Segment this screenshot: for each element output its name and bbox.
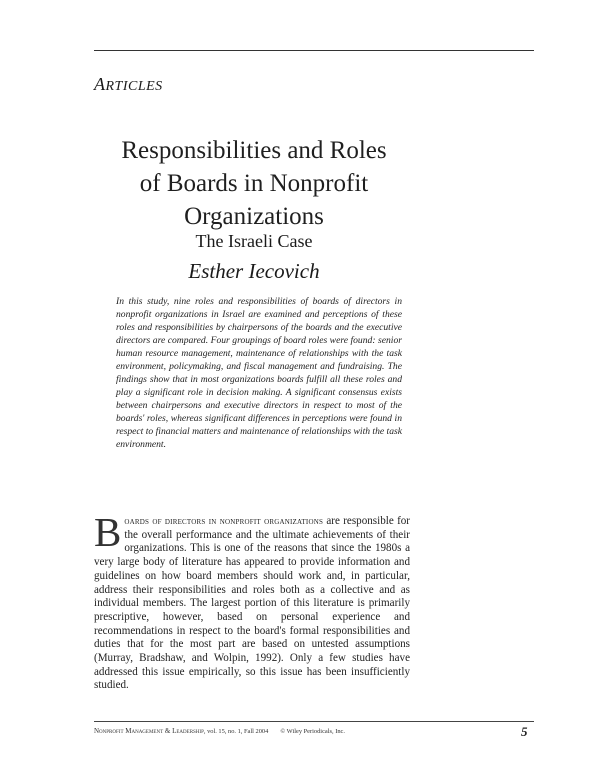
lead-in-smallcaps: oards of directors in nonprofit organizations: [124, 516, 324, 527]
article-title: [94, 134, 414, 233]
citation: , vol. 15, no. 1, Fall 2004: [203, 728, 269, 735]
bottom-rule: [94, 721, 534, 722]
page-number: 5: [521, 724, 528, 739]
article-subtitle: The Israeli Case: [195, 231, 313, 251]
title-line: of Boards in Nonprofit: [139, 170, 369, 197]
section-heading: [94, 74, 163, 97]
copyright: © Wiley Periodicals, Inc.: [280, 728, 345, 735]
abstract: In this study, nine roles and responsibilities of boards of directors in nonprofit organizations in Israel are examined and perceptions of these roles and responsibilities by chairpersons of the boards and the executive directors are compared. Four groupings of board roles were found: senior human resource management, maintenance of relationships with the task environment, policymaking, and fiscal management and fundraising. The findings show that in most organizations boards fulfill all these roles and play a significant role in decision making. A significant consensus exists between chairpersons and executive directors in respect to most of the boards' roles, whereas significant differences in perceptions were found in respect to financial matters and maintenance of relationships with the task environment.: [116, 296, 403, 450]
drop-cap: B: [94, 509, 122, 555]
section-heading-rest: RTICLES: [105, 79, 163, 94]
body-text: are responsible for the overall performance and the ultimate achievements of their organizations. This is one of the reasons that since the 1980s a very large body of literature has appeared to provide information and guidelines on how board members should work and, in particular, address their responsibilities and roles both as a collective and as individual members. The largest portion of this literature is primarily prescriptive, however, based on personal experience and recommendations in respect to the board's formal responsibilities and duties that for the most part are based on untested assumptions (Murray, Bradshaw, and Wolpin, 1992). Only a few studies have addressed this issue empirically, so this issue has been insufficiently studied.: [94, 515, 411, 692]
page-footer: [94, 727, 345, 736]
title-line: Responsibilities and Roles: [121, 137, 387, 164]
journal-name: Nonprofit Management & Leadership: [94, 727, 204, 735]
top-rule: [94, 50, 534, 51]
title-line: Organizations: [184, 203, 324, 230]
section-heading-initial: A: [94, 74, 106, 94]
author-name: Esther Iecovich: [188, 259, 320, 283]
body-paragraph: [94, 509, 411, 693]
